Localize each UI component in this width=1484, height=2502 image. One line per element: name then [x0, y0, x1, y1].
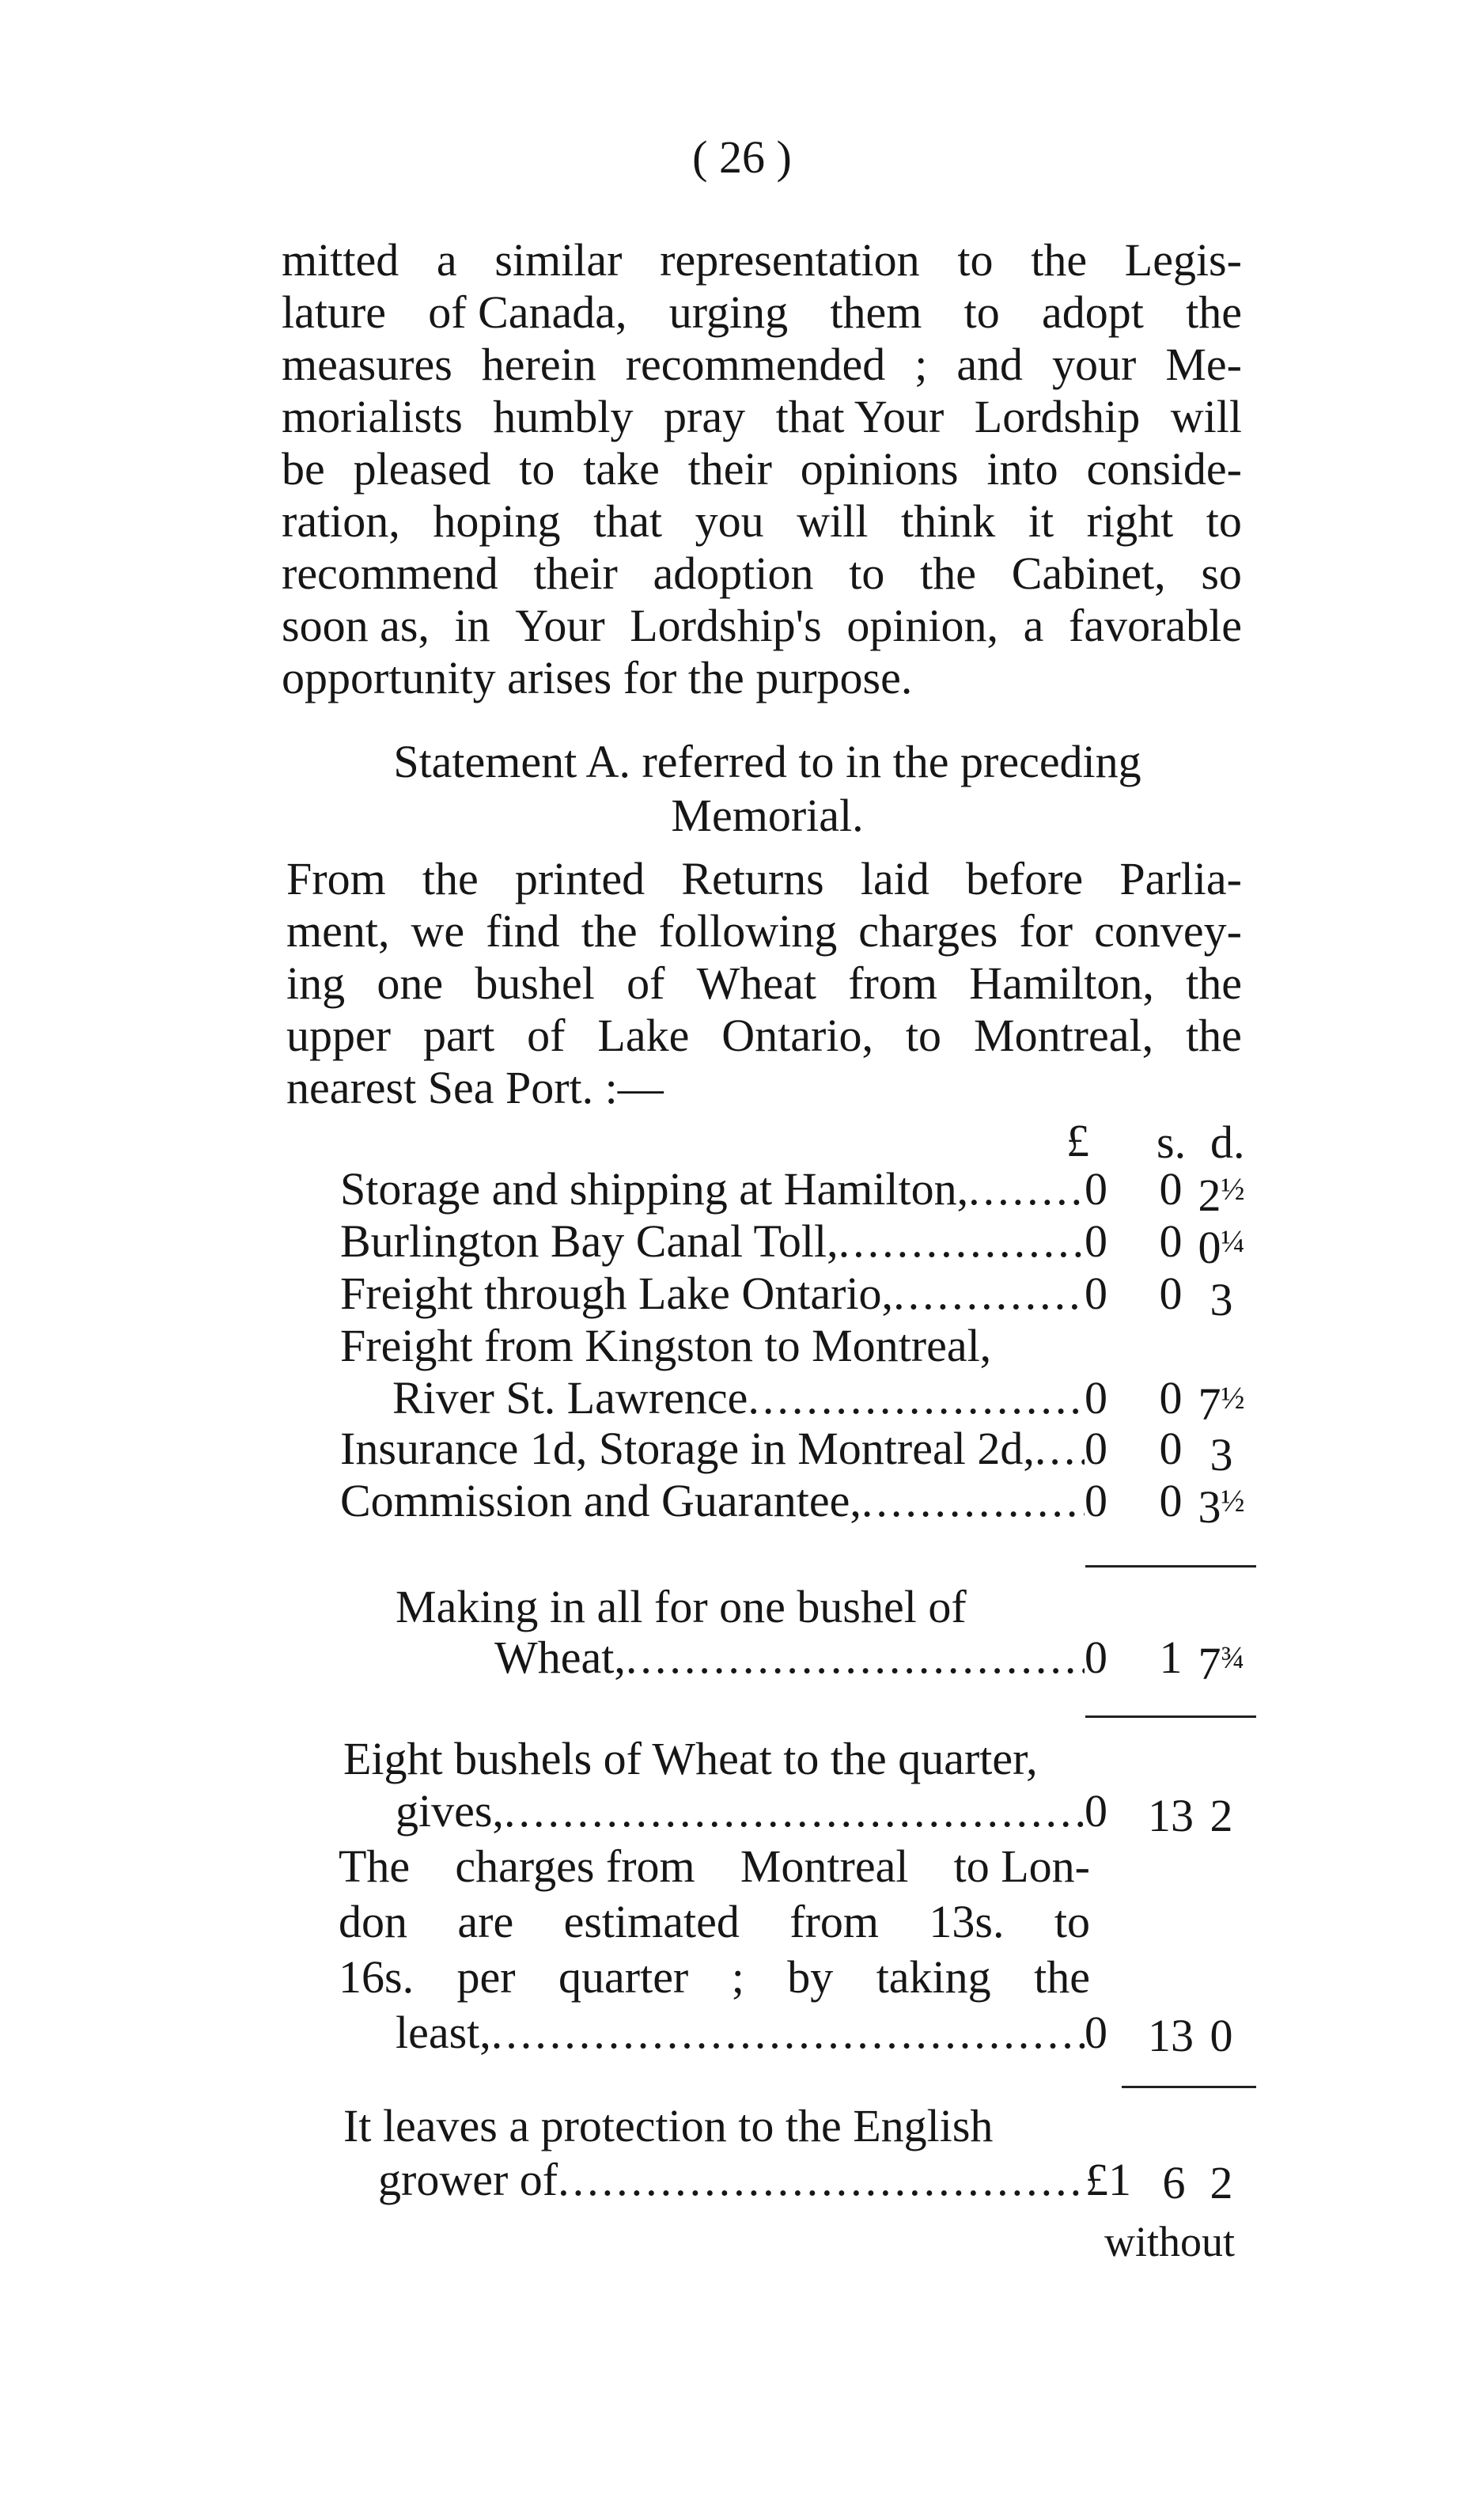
word: the	[1034, 1951, 1090, 2003]
word: don	[339, 1896, 407, 1947]
london-pence: 0	[1210, 2010, 1233, 2061]
p1-line	[282, 548, 1242, 600]
word: Lake	[597, 1010, 690, 1061]
word: mitted	[282, 234, 399, 286]
word: ration,	[282, 495, 400, 547]
london-label: least,	[396, 2007, 491, 2058]
word: a	[436, 234, 457, 286]
word: in	[454, 600, 490, 651]
word: Lordship	[974, 391, 1141, 442]
statement-heading-line-1: Statement A. referred to in the preceding	[393, 736, 1141, 787]
p2-line	[286, 1062, 1242, 1114]
word: the	[1031, 234, 1088, 286]
charge-row	[340, 1163, 1107, 1215]
charge-shillings: 0	[1159, 1372, 1183, 1423]
word: taking	[876, 1951, 991, 2003]
word: are	[457, 1896, 514, 1947]
protection-label: grower of	[378, 2154, 558, 2205]
word: ment,	[286, 905, 390, 957]
word: 16s.	[339, 1951, 415, 2003]
subtotal-shillings: 1	[1159, 1632, 1183, 1683]
word: recommended	[625, 339, 886, 390]
word: Montreal	[740, 1840, 909, 1892]
charge-label: Insurance 1d, Storage in Montreal 2d,	[340, 1423, 1035, 1474]
word: your	[1052, 339, 1137, 390]
word: adopt	[1042, 286, 1144, 338]
word: opinions	[800, 443, 959, 495]
charge-continuation	[392, 1372, 1107, 1424]
word: the	[920, 548, 976, 599]
word: adoption	[653, 548, 814, 599]
word: one	[377, 957, 444, 1009]
word: you	[695, 495, 764, 547]
charge-row	[340, 1215, 1107, 1268]
charge-pence	[1198, 1423, 1245, 1481]
word: Returns	[681, 853, 824, 904]
word: to	[905, 1010, 942, 1061]
charge-row	[340, 1423, 1107, 1475]
word: upper	[286, 1010, 392, 1061]
word: measures	[282, 339, 452, 390]
word: will	[1170, 391, 1242, 442]
word: be	[282, 443, 325, 495]
charge-pence-whole: 2	[1198, 1169, 1221, 1221]
p1-line	[282, 339, 1242, 391]
word: the	[581, 905, 638, 957]
word: recommend	[282, 548, 498, 599]
header-pounds: £	[1066, 1115, 1089, 1166]
quarter-label: gives,	[396, 1785, 504, 1837]
p1-line	[282, 652, 1242, 704]
p2-line	[286, 905, 1242, 957]
charge-shillings: 0	[1159, 1268, 1183, 1319]
charge-pence	[1198, 1475, 1245, 1533]
word: Ontario,	[721, 1010, 873, 1061]
london-paragraph	[339, 1840, 1090, 2007]
charge-pence	[1198, 1215, 1245, 1274]
rule-1	[1085, 1565, 1256, 1568]
word: morialists	[282, 391, 463, 442]
word: to	[1054, 1896, 1090, 1947]
charge-label: Freight through Lake Ontario,	[340, 1268, 894, 1319]
charge-pounds: 0	[1085, 1423, 1107, 1474]
word: that	[593, 495, 663, 547]
charge-pounds: 0	[1085, 1475, 1107, 1526]
header-shillings: s.	[1157, 1116, 1187, 1168]
word: Legis-	[1124, 234, 1242, 286]
charge-label: Freight from Kingston to Montreal,	[340, 1320, 992, 1371]
word: ;	[914, 339, 928, 390]
charge-row	[340, 1475, 1107, 1527]
word: bushel	[475, 957, 595, 1009]
word: the	[1186, 1010, 1242, 1061]
word: Montreal,	[974, 1010, 1154, 1061]
quarter-line-1: Eight bushels of Wheat to the quarter,	[343, 1733, 1038, 1784]
word: Wheat	[696, 957, 816, 1009]
paragraph-1	[282, 234, 1242, 704]
word: the	[422, 853, 479, 904]
word: Parlia-	[1119, 853, 1242, 904]
protection-line-2	[378, 2154, 1131, 2206]
word: Hamilton,	[969, 957, 1154, 1009]
word: herein	[481, 339, 596, 390]
leader-dots	[1035, 1423, 1085, 1475]
charge-pence	[1198, 1163, 1245, 1222]
word: find	[486, 905, 560, 957]
charge-pence-whole: 0	[1198, 1222, 1221, 1273]
protection-pence: 2	[1210, 2157, 1233, 2208]
word: to	[1206, 495, 1242, 547]
word: into	[986, 443, 1058, 495]
word: the	[1186, 957, 1242, 1009]
word: we	[411, 905, 465, 957]
leader-dots	[491, 2007, 1085, 2059]
word: of	[627, 957, 665, 1009]
p1-line	[282, 286, 1242, 339]
protection-shillings: 6	[1162, 2157, 1186, 2208]
london-line	[339, 1951, 1090, 2007]
london-shillings: 13	[1148, 2010, 1194, 2061]
charge-pounds: 0	[1085, 1372, 1107, 1423]
word: to Lon-	[953, 1840, 1090, 1892]
word: part	[423, 1010, 495, 1061]
rule-3	[1122, 2086, 1256, 2088]
word: the	[1186, 286, 1242, 338]
rule-2	[1085, 1715, 1256, 1718]
leader-dots	[839, 1215, 1085, 1268]
word: of Canada,	[428, 286, 627, 338]
charge-row	[340, 1268, 1107, 1320]
charge-pence	[1198, 1268, 1245, 1326]
word: charges from	[455, 1840, 695, 1892]
word: following	[658, 905, 838, 957]
word: to	[957, 234, 994, 286]
charge-pence-fraction: ½	[1221, 1380, 1245, 1416]
charge-label: Burlington Bay Canal Toll,	[340, 1215, 839, 1267]
word: for	[1019, 905, 1073, 957]
p1-line	[282, 495, 1242, 548]
word: quarter	[558, 1951, 689, 2003]
word: representation	[660, 234, 920, 286]
word: their	[687, 443, 772, 495]
leader-dots	[626, 1632, 1085, 1684]
p1-line	[282, 443, 1242, 495]
word: a	[1023, 600, 1044, 651]
charge-label: Storage and shipping at Hamilton,	[340, 1163, 969, 1215]
word: before	[966, 853, 1084, 904]
p1-line	[282, 391, 1242, 443]
word: think	[901, 495, 996, 547]
charge-shillings: 0	[1159, 1423, 1183, 1474]
word: conside-	[1086, 443, 1242, 495]
subtotal-pence-fraction: ¾	[1221, 1640, 1245, 1675]
charge-pence-whole: 3	[1210, 1429, 1233, 1480]
p2-line	[286, 1010, 1242, 1062]
p2-line	[286, 853, 1242, 905]
charge-pence	[1198, 1372, 1245, 1431]
p2-line	[286, 957, 1242, 1010]
subtotal-pence-whole: 7	[1198, 1638, 1221, 1689]
charge-shillings: 0	[1159, 1163, 1183, 1215]
word: Lordship's	[630, 600, 822, 651]
word: from	[848, 957, 937, 1009]
charge-pence-whole: 3	[1198, 1481, 1221, 1533]
word: take	[583, 443, 660, 495]
london-pounds: 0	[1085, 2007, 1107, 2058]
word: it	[1028, 495, 1054, 547]
quarter-shillings: 13	[1148, 1790, 1194, 1841]
charge-label: Commission and Guarantee,	[340, 1475, 861, 1526]
leader-dots	[504, 1785, 1085, 1837]
leader-dots	[748, 1372, 1085, 1424]
word: laid	[860, 853, 929, 904]
word: to	[963, 286, 1000, 338]
word: by	[787, 1951, 834, 2003]
london-line	[339, 1896, 1090, 1951]
word: pray	[664, 391, 746, 442]
word: that Your	[775, 391, 945, 442]
page-number: ( 26 )	[692, 131, 792, 183]
subtotal-label: Wheat,	[494, 1632, 626, 1683]
word: to	[519, 443, 555, 495]
header-pence: d.	[1210, 1116, 1245, 1168]
quarter-line-2	[396, 1785, 1107, 1837]
charge-pounds: 0	[1085, 1215, 1107, 1267]
london-last-line	[396, 2007, 1107, 2059]
word: their	[533, 548, 618, 599]
leader-dots	[893, 1268, 1085, 1320]
catchword: without	[1104, 2218, 1236, 2265]
statement-heading-line-2: Memorial.	[671, 790, 864, 841]
charge-pounds: 0	[1085, 1163, 1107, 1215]
word: nearest Sea Port. :—	[286, 1062, 664, 1113]
p1-line	[282, 234, 1242, 286]
word: per	[456, 1951, 516, 2003]
word: ;	[731, 1951, 744, 2003]
word: charges	[858, 905, 998, 957]
word: will	[797, 495, 869, 547]
p1-line	[282, 600, 1242, 652]
word: Your	[515, 600, 605, 651]
leader-dots	[968, 1163, 1085, 1215]
word: opportunity arises for the purpose.	[282, 652, 913, 703]
word: them	[830, 286, 922, 338]
word: of	[527, 1010, 566, 1061]
london-line	[339, 1840, 1090, 1896]
word: ing	[286, 957, 346, 1009]
charge-shillings: 0	[1159, 1475, 1183, 1526]
leader-dots	[861, 1475, 1085, 1527]
charge-pence-whole: 7	[1198, 1378, 1221, 1430]
word: to	[849, 548, 885, 599]
word: urging	[668, 286, 789, 338]
paragraph-2	[286, 853, 1242, 1114]
word: similar	[494, 234, 623, 286]
subtotal-pounds: 0	[1085, 1632, 1107, 1683]
word: Cabinet,	[1011, 548, 1166, 599]
word: humbly	[493, 391, 634, 442]
word: hoping	[433, 495, 561, 547]
charge-pence-whole: 3	[1210, 1274, 1233, 1325]
charge-pounds: 0	[1085, 1268, 1107, 1319]
word: opinion,	[846, 600, 999, 651]
word: favorable	[1069, 600, 1242, 651]
word: and	[956, 339, 1024, 390]
quarter-pence: 2	[1210, 1790, 1233, 1841]
word: 13s.	[929, 1896, 1005, 1947]
word: convey-	[1094, 905, 1242, 957]
word: estimated	[563, 1896, 740, 1947]
quarter-pounds: 0	[1085, 1785, 1107, 1837]
word: from	[789, 1896, 879, 1947]
charge-row	[340, 1320, 991, 1372]
word: soon as,	[282, 600, 430, 651]
leader-dots	[558, 2154, 1085, 2206]
protection-line-1: It leaves a protection to the English	[343, 2100, 994, 2151]
word: Me-	[1165, 339, 1242, 390]
protection-pounds: £1	[1085, 2154, 1131, 2205]
charge-continuation-label: River St. Lawrence	[392, 1372, 748, 1423]
word: so	[1201, 548, 1242, 599]
subtotal-line-1: Making in all for one bushel of	[396, 1581, 967, 1632]
word: lature	[282, 286, 387, 338]
word: From	[286, 853, 386, 904]
subtotal-line-2	[494, 1632, 1107, 1684]
charge-pence-fraction: ½	[1221, 1483, 1245, 1518]
word: The	[339, 1840, 411, 1892]
word: printed	[514, 853, 645, 904]
charge-pence-fraction: ¼	[1221, 1223, 1245, 1259]
subtotal-pence	[1198, 1632, 1245, 1690]
word: pleased	[353, 443, 491, 495]
charge-pence-fraction: ½	[1221, 1171, 1245, 1207]
word: right	[1086, 495, 1174, 547]
charge-shillings: 0	[1159, 1215, 1183, 1267]
